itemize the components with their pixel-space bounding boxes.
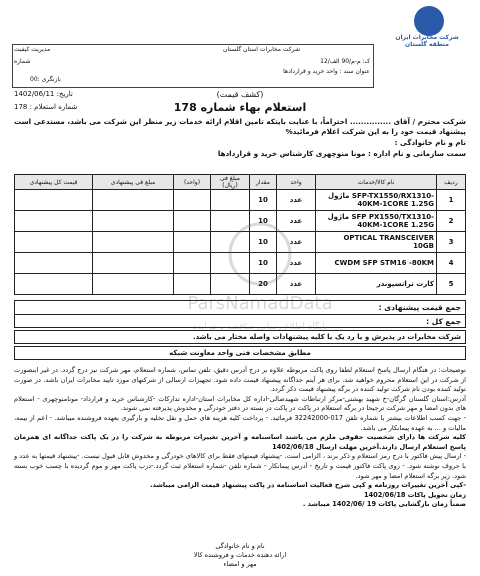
- unit-price-cell: [211, 253, 250, 274]
- company-name-label: شرکت مخابرات استان گلستان: [223, 46, 300, 53]
- unit-cell: [174, 253, 211, 274]
- number-label: شماره: [14, 58, 31, 65]
- items-table: [14, 174, 466, 295]
- unit-cell: [174, 211, 211, 232]
- unit-price-cell: [211, 211, 250, 232]
- total-price-cell: [15, 274, 93, 295]
- table-row: [15, 274, 466, 295]
- table-row: [15, 211, 466, 232]
- date-label: تاریخ: 1402/06/11: [14, 90, 73, 98]
- signer-name-label: نام و نام خانوادگی: [215, 542, 265, 550]
- note-line: زمان تحویل پاکات 1402/06/18: [363, 490, 466, 499]
- row-number: 4: [437, 253, 466, 274]
- item-description: CWDM SFP STM16 -80KM: [316, 253, 437, 274]
- document-title-label: عنوان سند : واحد خرید و قراردادها: [283, 68, 370, 75]
- unit-price-cell: [211, 190, 250, 211]
- proposed-sum: جمع قیمت پیشنهادی :: [14, 300, 466, 314]
- row-number: 2: [437, 211, 466, 232]
- unit-price-cell: [211, 274, 250, 295]
- row-number: 5: [437, 274, 466, 295]
- stamp-signature-label: مهر و امضاء: [223, 560, 257, 568]
- document-header-box: [12, 44, 374, 88]
- unit-price-cell: [211, 232, 250, 253]
- grand-total: جمع کل :: [14, 314, 466, 328]
- item-unit: عدد: [277, 211, 316, 232]
- row-number: 1: [437, 190, 466, 211]
- item-description: ماژول SFP-TX1550/RX1310- 40KM-1CORE 1.25G: [316, 190, 437, 211]
- column-header: (واحد): [174, 175, 211, 190]
- note-line: کلیه شرکت ها دارای شخصیت حقوقی ملزم می باشند اساسنامه و آخرین تغییرات مربوطه به شرکت را در یک پاکت جداگانه ای همزمان پاسخ استعلام ارسال دارند.آخرین مهلت ارسال 1402/06/18: [14, 433, 466, 451]
- item-quantity: 10: [250, 190, 277, 211]
- note-line: -کپی آخرین تغییرات روزنامه و کپی شرح فعالیت اساسنامه در پاکت پیشنهاد قیمت الزامی میباشد.: [150, 481, 466, 490]
- acceptance-note: شرکت مخابرات در پذیرش و یا رد یک یا کلیه پیشنهادات واصله مختار می باشد.: [14, 330, 466, 344]
- column-header: مقدار: [250, 175, 277, 190]
- offer-price-cell: [93, 253, 174, 274]
- unit-cell: [174, 274, 211, 295]
- form-code-label: ک: م-م/90 الف/12: [320, 58, 370, 65]
- offer-price-cell: [93, 232, 174, 253]
- note-line: ضمناً زمان بازگشایی پاکات 19 /1402/06 میباشد .: [302, 500, 466, 509]
- revision-label: بازنگری :00: [30, 76, 61, 83]
- total-price-cell: [15, 253, 93, 274]
- item-description: کارت ترانسپوندر: [316, 274, 437, 295]
- row-number: 3: [437, 232, 466, 253]
- column-header: مبلغ فی پیشنهادی: [93, 175, 174, 190]
- column-header: ردیف: [437, 175, 466, 190]
- table-row: [15, 190, 466, 211]
- watermark-text: ParsNamadData: [187, 293, 333, 314]
- item-quantity: 20: [250, 274, 277, 295]
- offerer-label: ارائه دهنده خدمات و فروشنده کالا: [193, 551, 287, 559]
- note-line: توضیحات: در هنگام ارسال پاسخ استعلام لطفا روی پاکت مربوطه علاوه بر درج آدرس دقیق، تلفن تماس، شماره استعلام، مهر شرکت نیز درج گردد. در غیر اینصورت از شرکت در این استعلام محروم خواهید شد. برای هر آیتم جداگانه پیشنهاد قیمت داده شود. تجهیزات ارسالی از شرکتهای مورد تایید مخابرات ایران باشد. در صورت تولید کننده بودن نام شرکت تولید کننده در برگه پیشنهاد قیمت ذکر گردد.: [14, 366, 466, 394]
- table-header-row: [15, 175, 466, 190]
- item-quantity: 10: [250, 211, 277, 232]
- signature-block: [10, 542, 470, 569]
- item-unit: عدد: [277, 274, 316, 295]
- notes-section: [14, 366, 466, 510]
- column-header: واحد: [277, 175, 316, 190]
- page-title: استعلام بهاء شماره 178: [173, 101, 307, 114]
- note-line: آدرس:استان گلستان گرگان-خ شهید بهشتی-مرکز ارتباطات شهیدصالی-اداره کل مخابرات استان-اداره تدارکات -کارشناس خرید و قرارداد- مونامنوچهری - استعلام های بدون امضا و مهر شرکت ترجیحا در برگه استعلام در پاکت در پاکت در بسته در دفتر خودرگی و مخدوش پذیرفته نمی شوند.: [14, 394, 466, 413]
- quality-management-label: مدیریت کیفیت: [14, 46, 51, 53]
- note-line: - جهت کسب اطلاعات بیشتر با شماره تلفن 017-32242000 فرمائید. - پرداخت کلیه هزینه های حمل و نقل تخلیه و بارگیری بعهده فروشنده میباشد. - اعم از بیمه، مالیات و ... به عهده پیمانکار می باشد.: [14, 413, 466, 432]
- spec-note: مطابق مشخصات فنی واحد معاونت شبکه: [14, 346, 466, 360]
- inquiry-number: شماره استعلام : 178: [14, 103, 78, 111]
- column-header: نام کالا/خدمات: [316, 175, 437, 190]
- item-quantity: 10: [250, 232, 277, 253]
- total-price-cell: [15, 211, 93, 232]
- offer-price-cell: [93, 211, 174, 232]
- unit-cell: [174, 190, 211, 211]
- contact-name: نام و نام خانوادگی :: [394, 138, 466, 147]
- item-description: OPTICAL TRANSCEIVER 10GB: [316, 232, 437, 253]
- logo-text: شرکت مخابرات ایران منطقه گلستان: [395, 34, 459, 48]
- logo-emblem-icon: [414, 6, 444, 36]
- column-header: قیمت کل پیشنهادی: [15, 175, 93, 190]
- unit-cell: [174, 232, 211, 253]
- item-unit: عدد: [277, 190, 316, 211]
- table-row: [15, 253, 466, 274]
- intro-paragraph: شرکت محترم / آقای ............... احتراماً، با عنایت بایتکه تامین اقلام ارائه خدمات زیر منظر این شرکت می باشد، مستدعی است پیشنهاد قیمت خود را به این شرکت اعلام فرمائید%: [14, 117, 466, 136]
- item-description: ماژول SFP PX1550/TX1310- 40KM-1CORE 1.25G: [316, 211, 437, 232]
- table-row: [15, 232, 466, 253]
- document-page: [10, 4, 470, 572]
- company-logo: [388, 6, 466, 52]
- item-unit: عدد: [277, 253, 316, 274]
- total-price-cell: [15, 190, 93, 211]
- column-header: مبلغ فی (ریال): [211, 175, 250, 190]
- item-quantity: 10: [250, 253, 277, 274]
- note-line: - ارسال پیش فاکتور با درج رمز استعلام و ذکر برند ، الزامی است. -پیشنهاد قیمتهای فقط برای کالاهای خودرگی و مخدوش قابل قبول نیست. -پیشنهاد قیمتها به عدد و با حروف نوشته شود. - روی پاکت فاکتور قیمت و تاریخ - آدرس پیمانکار - شماره تلفن -شماره استعلام ثبت گردد.-درب پاکت مهر و موم گردیده با چسب خوب بسته شود. زیر برگه استعلام امضا و مهر شود.: [14, 452, 466, 480]
- contact-role: سمت سازمانی و نام اداره : مونا منوچهری کارشناس خرید و قراردادها: [217, 149, 466, 158]
- total-price-cell: [15, 232, 93, 253]
- watermark-subtext: پایگاه اطلاع رسانی مناقصه و مزایده: [192, 322, 328, 332]
- item-unit: عدد: [277, 232, 316, 253]
- offer-price-cell: [93, 274, 174, 295]
- subtitle: (کشف قیمت): [216, 90, 264, 99]
- offer-price-cell: [93, 190, 174, 211]
